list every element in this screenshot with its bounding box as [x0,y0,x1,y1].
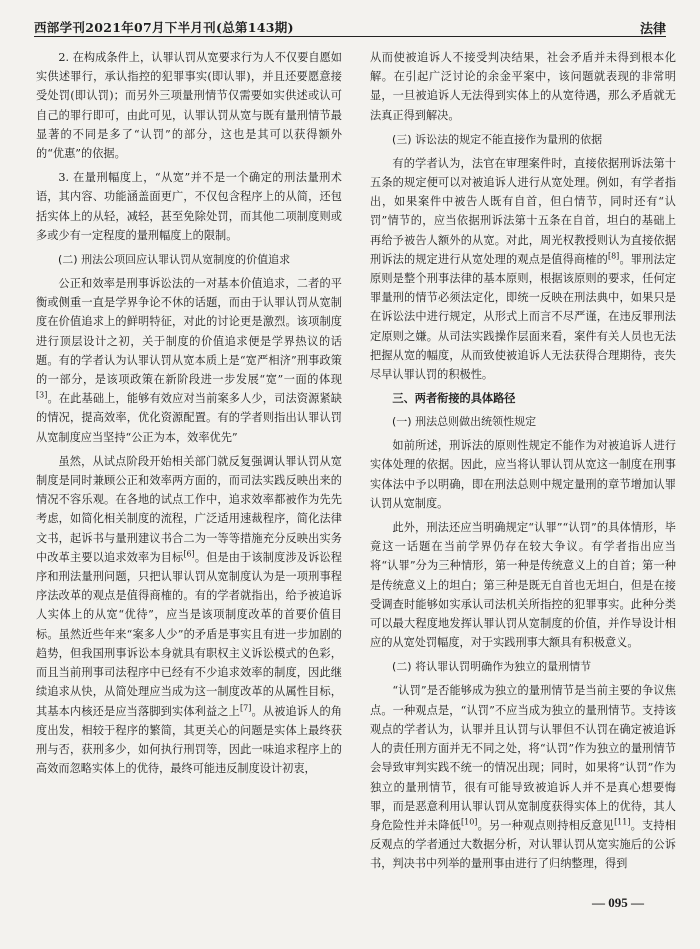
paragraph-text: 2. 在构成条件上，认罪认罚从宽要求行为人不仅要自愿如实供述罪行，承认指控的犯罪事实(即认罪)，并且还要愿意接受处罚(即认罚)；而另外三项量刑情节仅需要如实供述或认可自己的罪行即可，由此可见，认罪认罚从宽与既有量刑情节最显著的不同是多了“认罚”的部分，这也是其可以获得额外的“优惠”的依据。 [36,51,342,161]
citation-ref: [3] [36,390,48,400]
subsection-heading: (二) 刑法公项回应认罪认罚从宽制度的价值追求 [58,253,291,267]
paragraph-text: 。在此基础上，能够有效应对当前案多人少，司法资源紧缺的情况，提高效率，优化资源配置。有的学者则指出认罪认罚从宽制度应当坚持“公正为本，效率优先” [36,392,342,444]
subsection-heading: (三) 诉讼法的规定不能直接作为量刑的依据 [392,132,603,146]
paragraph [370,154,676,384]
paragraph-text: 虽然，从试点阶段开始相关部门就反复强调认罪认罚从宽制度是同时兼顾公正和效率两方面的，而司法实践反映出来的情况不容乐观。在各地的试点工作中，追求效率都被作为先先考虑，如简化相关制度的流程，广泛适用速裁程序，简化法律文书，起诉书与量刑建议书合二为一等等措施充分反映出实务中改革主要以追求效率为目标 [36,454,342,564]
paragraph-text: 3. 在量刑幅度上，“从宽”并不是一个确定的刑法量刑术语，其内容、功能涵盖面更广，不仅包含程序上的从简，还包括实体上的从轻，减轻，甚至免除处罚，而其他二项制度则或多或少有一定程度的量刑幅度上的限制。 [36,171,342,242]
paragraph-text: 从而使被追诉人不接受判决结果，社会矛盾并未得到根本化解。在引起广泛讨论的余金平案中，该问题就表现的非常明显，一旦被追诉人无法得到实体上的从宽待遇，那么矛盾就无法真正得到解决。 [370,51,676,122]
paragraph [370,681,676,873]
paragraph-text: 。罪刑法定原则是整个刑事法律的基本原则，根据该原则的要求，任何定罪量刑的情节必须法定化，即统一反映在刑法典中，如果只是在诉讼法中进行规定，从形式上而言不尽严谨，在违反罪刑法定原则之嫌。从司法实践操作层面来看，案件有关人员也无法把握从宽的幅度，从而致使被追诉人无法获得合理期待，丧失尽早认罪认罚的积极性。 [370,252,676,382]
paragraph [36,168,342,245]
right-column [370,48,676,879]
paragraph [36,452,342,778]
subsection-heading: (二) 将认罪认罚明确作为独立的量刑情节 [392,660,592,674]
paragraph-text: 。另一种观点则持相反意见 [477,818,615,832]
paragraph-text: 。从被追诉人的角度出发，相较于程序的繁简，其更关心的问题是实体上最终获刑与否，获刑多少，如何执行刑罚等，因此一味追求程序上的高效而忽略实体上的优待，最终可能违反制度设计初衷， [36,704,342,776]
page-number: — 095 — [592,895,644,910]
section-heading: 三、两者衔接的具体路径 [392,392,516,406]
paragraph-text: 此外，刑法还应当明确规定“认罪”“认罚”的具体情形，毕竟这一话题在当前学界仍存在较大争议。有学者指出应当将“认罪”分为三种情形，第一种是传统意义上的自首；第一种是传统意义上的坦白；第三种是既无自首也无坦白，但是在接受调查时能够如实承认司法机关所指控的犯罪事实。此种分类可以最大程度地发挥认罪认罚从宽制度的价值，并作导设计相应的从宽处罚幅度，对于实践刑事大额具有积极意义。 [370,521,676,650]
citation-ref: [7] [239,702,252,712]
paragraph [370,48,676,125]
journal-title: 西部学刊2021年07月下半月刊(总第143期) [34,20,294,35]
paragraph [370,436,676,513]
section-label: 法律 [639,22,666,37]
paragraph-text: 有的学者认为，法官在审理案件时，直接依据刑诉法第十五条的规定便可以对被追诉人进行从宽处理。例如，有学者指出，如果案件中被告人既有自首，但白情节，同时还有“认罚”情节的，应当依据刑诉法第十五条在自首，坦白的基础上再给予被告人额外的从宽。对此，周光权教授则认为直接依据刑诉法的规定进行从宽处理的观点是值得商榷的 [370,156,676,266]
citation-ref: [8] [607,251,620,261]
paragraph [36,48,342,163]
citation-ref: [11] [614,817,631,827]
paragraph [370,518,676,652]
paragraph-text: “认罚”是否能够成为独立的量刑情节是当前主要的争议焦点。一种观点是，“认罚”不应当成为独立的量刑情节。支持该观点的学者认为，认罪并且认罚与认罪但不认罚在确定被追诉人的责任刑方面并无不同之处，将“认罚”作为独立的量刑情节会导致审判实践不统一的情况出现；同时，如果将“认罚”作为独立的量刑情节，很有可能导致被追诉人并不是真心想要悔罪，而是恶意利用认罪认罚从宽制度获得实体上的优待，其人身危险性并未降低 [370,684,676,832]
subsection-heading: (一) 刑法总则做出统领性规定 [392,415,537,429]
citation-ref: [6] [183,549,195,559]
paragraph-text: 。支持相反观点的学者通过大数据分析，对认罪认罚从宽实施后的公诉书，判决书中列举的量刑事由进行了归纳整理，得到 [370,818,676,871]
citation-ref: [10] [460,817,478,827]
header-rule [34,36,666,37]
paragraph-text: 如前所述，刑诉法的原则性规定不能作为对被追诉人进行实体处理的依据。因此，应当将认罪认罚从宽这一制度在刑事实体法中予以明确，即在刑法总则中规定量刑的章节增加认罪认罚从宽制度。 [370,439,676,510]
paragraph [36,274,342,447]
left-column [36,48,342,783]
paragraph-text: 。但是由于该制度涉及诉讼程序和刑法量刑问题，只把认罪认罚从宽制度认为是一项刑事程序法改革的观点是值得商榷的。有的学者就指出，给予被追诉人实体上的从宽“优待”，应当是该项制度改革的首要价值目标。虽然近些年来“案多人少”的矛盾是事实且有进一步加剧的趋势，但我国刑事诉讼本身就具有职权主义诉讼模式的色彩，而且当前刑事司法程序中已经有不少追求效率的制度，因此继续追求从快，从简处理应当成为这一制度改革的从属性目标，其基本内核还是应当落脚到实体利益之上 [36,550,342,718]
paragraph-text: 公正和效率是刑事诉讼法的一对基本价值追求，二者的平衡或侧重一直是学界争论不休的话题，而由于认罪认罚从宽制度在价值追求上的鲜明特征，对此的讨论更是激烈。该项制度进行顶层设计之初，关于制度的价值追求便是学界热议的话题。有的学者认为认罪认罚从宽本质上是“宽严相济”刑事政策的一部分，是该项政策在新阶段进一步发展“宽”一面的体现 [36,277,342,387]
